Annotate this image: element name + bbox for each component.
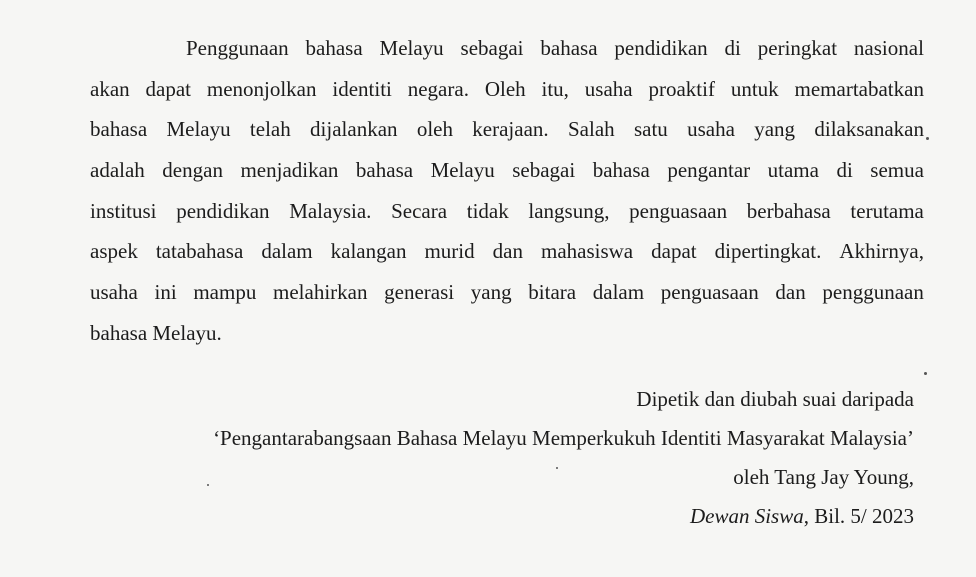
citation-issue: , Bil. 5/ 2023 (803, 504, 914, 528)
scan-speck (207, 484, 209, 486)
citation-author: oleh Tang Jay Young, (733, 465, 914, 489)
citation-magazine-name: Dewan Siswa (689, 504, 804, 528)
paragraph-line: akan dapat menonjolkan identiti negara. Oleh itu, usaha proaktif untuk memartabatkan (90, 76, 924, 101)
passage-paragraph (90, 28, 924, 354)
citation-article-title: ‘Pengantarabangsaan Bahasa Melayu Memperkukuh Identiti Masyarakat Malaysia’ (213, 426, 914, 450)
citation-source (213, 497, 914, 536)
paragraph-line: institusi pendidikan Malaysia. Secara tidak langsung, penguasaan berbahasa terutama (90, 198, 924, 223)
citation-block (213, 380, 914, 536)
paragraph-line: bahasa Melayu telah dijalankan oleh kerajaan. Salah satu usaha yang dilaksanakan (90, 117, 924, 142)
paragraph-line: usaha ini mampu melahirkan generasi yang bitara dalam penguasaan dan penggunaan (90, 280, 924, 305)
scan-speck (924, 372, 927, 375)
scan-speck (926, 137, 929, 140)
paragraph-line: adalah dengan menjadikan bahasa Melayu sebagai bahasa pengantar utama di semua (90, 158, 924, 183)
paragraph-line: Penggunaan bahasa Melayu sebagai bahasa pendidikan di peringkat nasional (186, 36, 924, 60)
scan-speck (556, 467, 558, 469)
paragraph-line: bahasa Melayu. (90, 320, 222, 345)
paragraph-line: aspek tatabahasa dalam kalangan murid dan mahasiswa dapat dipertingkat. Akhirnya, (90, 239, 924, 264)
citation-intro: Dipetik dan diubah suai daripada (636, 387, 914, 411)
